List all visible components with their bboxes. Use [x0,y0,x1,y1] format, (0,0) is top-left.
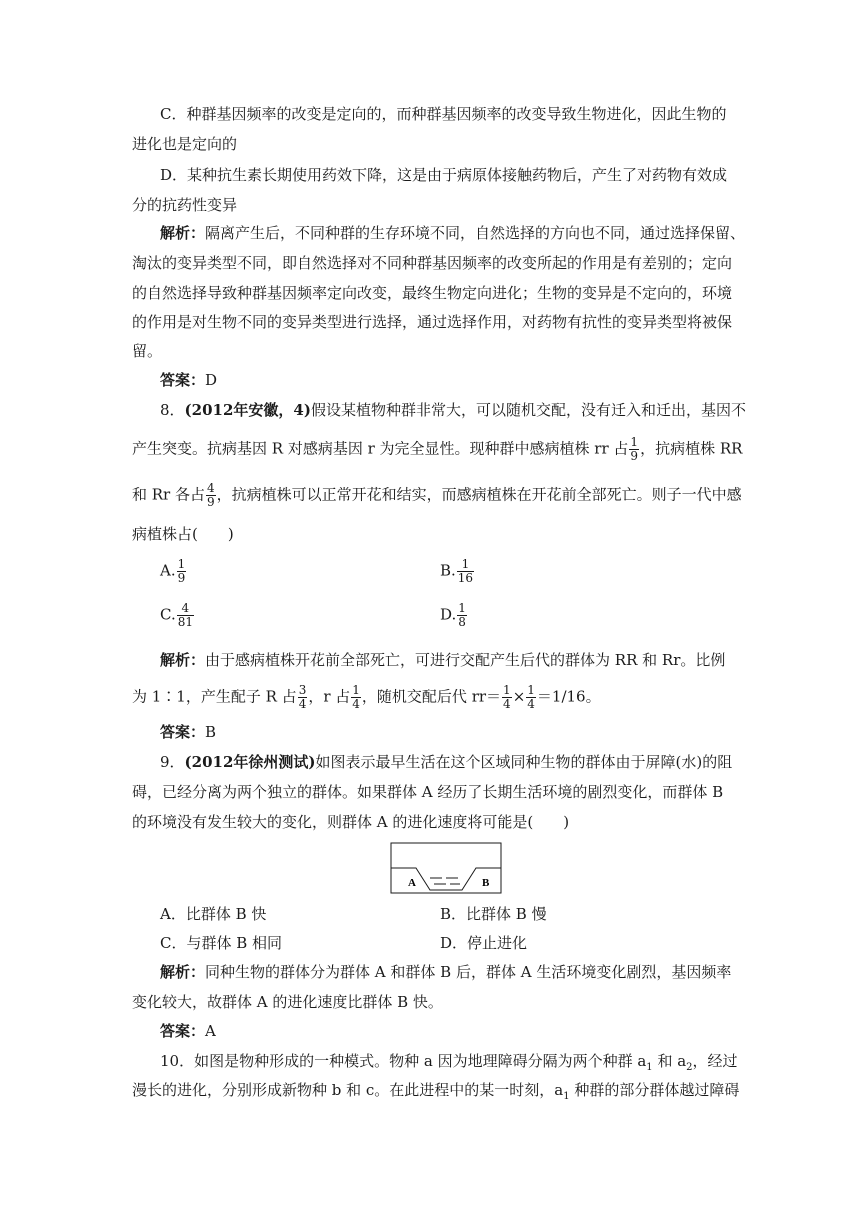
q10-stem-line1: 10．如图是物种形成的一种模式。物种 a 因为地理障碍分隔为两个种群 $a_1$ 和 $a_2$，经过 [160,1052,738,1073]
q9-source: (2012年徐州测试) [184,753,316,771]
q9-analysis-line2: 变化较大，故群体 A 的进化速度比群体 B 快。 [132,993,443,1011]
q7-analysis-line2: 淘汰的变异类型不同，即自然选择对不同种群基因频率的改变所起的作用是有差别的；定向 [132,254,733,272]
barrier-diagram [390,842,502,894]
q7-analysis-line1: 解析：隔离产生后，不同种群的生存环境不同，自然选择的方向也不同，通过选择保留、 [160,224,746,242]
q8-source: (2012年安徽，4) [184,401,311,419]
q8-answer: 答案：B [160,723,217,741]
q8-option-d[interactable]: D. $\frac{1}{8}$ [440,601,466,629]
q7-analysis-line4: 的作用是对生物不同的变异类型进行选择，通过选择作用，对药物有抗性的变异类型将被保 [132,313,733,331]
q8-analysis-line1: 解析：由于感病植株开花前全部死亡，可进行交配产生后代的群体为 RR 和 Rr。比例 [160,651,726,669]
q8-stem-line2: 产生突变。抗病基因 R 对感病基因 r 为完全显性。现种群中感病植株 rr 占 $\frac{1}{9}$ ，抗病植株 RR [132,435,743,463]
q9-stem-line3: 的环境没有发生较大的变化，则群体 A 的进化速度将可能是( ) [132,813,570,831]
q9-option-d[interactable]: D．停止进化 [440,934,528,952]
population-b-label: B [482,877,490,889]
q8-stem-line1: 8．(2012年安徽，4)假设某植物种群非常大，可以随机交配，没有迁入和迁出，基因不 [160,401,746,419]
q7-answer: 答案：D [160,371,218,389]
q9-option-a[interactable]: A．比群体 B 快 [160,905,267,923]
q9-stem-line2: 碍，已经分离为两个独立的群体。如果群体 A 经历了长期生活环境的剧烈变化，而群体 B [132,783,724,801]
q9-option-b[interactable]: B．比群体 B 慢 [440,905,547,923]
fraction-rr: $\frac{1}{9}$ [630,435,639,463]
q10-stem-line2: 漫长的进化，分别形成新物种 b 和 c。在此进程中的某一时刻，$a_1$ 种群的部分群体越过障碍 [132,1081,740,1102]
q8-option-c[interactable]: C. $\frac{4}{81}$ [160,601,193,629]
q9-answer: 答案：A [160,1022,216,1040]
fraction-R: $\frac{3}{4}$ [298,683,307,711]
q8-option-a[interactable]: A. $\frac{1}{9}$ [160,557,186,585]
q7-option-c-line2: 进化也是定向的 [132,135,238,153]
q7-option-d-line1: D．某种抗生素长期使用药效下降，这是由于病原体接触药物后，产生了对药物有效成 [160,166,728,184]
q7-option-c-line1: C．种群基因频率的改变是定向的，而种群基因频率的改变导致生物进化，因此生物的 [160,105,727,123]
population-a-label: A [408,877,416,889]
q9-option-c[interactable]: C．与群体 B 相同 [160,934,283,952]
q7-option-d-line2: 分的抗药性变异 [132,196,238,214]
q9-stem-line1: 9．(2012年徐州测试)如图表示最早生活在这个区域同种生物的群体由于屏障(水)的阻 [160,753,733,771]
analysis-label: 解析： [160,224,206,242]
fraction-r: $\frac{1}{4}$ [352,683,360,711]
q8-stem-line4: 病植株占( ) [132,525,234,543]
q8-stem-line3: 和 Rr 各占 $\frac{4}{9}$ ，抗病植株可以正常开花和结实，而感病植株在开花前全部死亡。则子一代中感 [132,481,742,509]
q8-analysis-line2: 为 1∶1，产生配子 R 占 $\frac{3}{4}$ ，r 占 $\frac{1}{4}$ ，随机交配后代 rr＝ $\frac{1}{4}$ × $\frac{1}{4}$ ＝1/16。 [132,683,601,711]
q7-analysis-line5: 留。 [132,342,163,360]
q8-option-b[interactable]: B. $\frac{1}{16}$ [440,557,474,585]
q7-analysis-line3: 的自然选择导致种群基因频率定向改变，最终生物定向进化；生物的变异是不定向的，环境 [132,284,733,302]
q9-analysis-line1: 解析：同种生物的群体分为群体 A 和群体 B 后，群体 A 生活环境变化剧烈，基因频率 [160,963,732,981]
fraction-each: $\frac{4}{9}$ [207,481,215,509]
